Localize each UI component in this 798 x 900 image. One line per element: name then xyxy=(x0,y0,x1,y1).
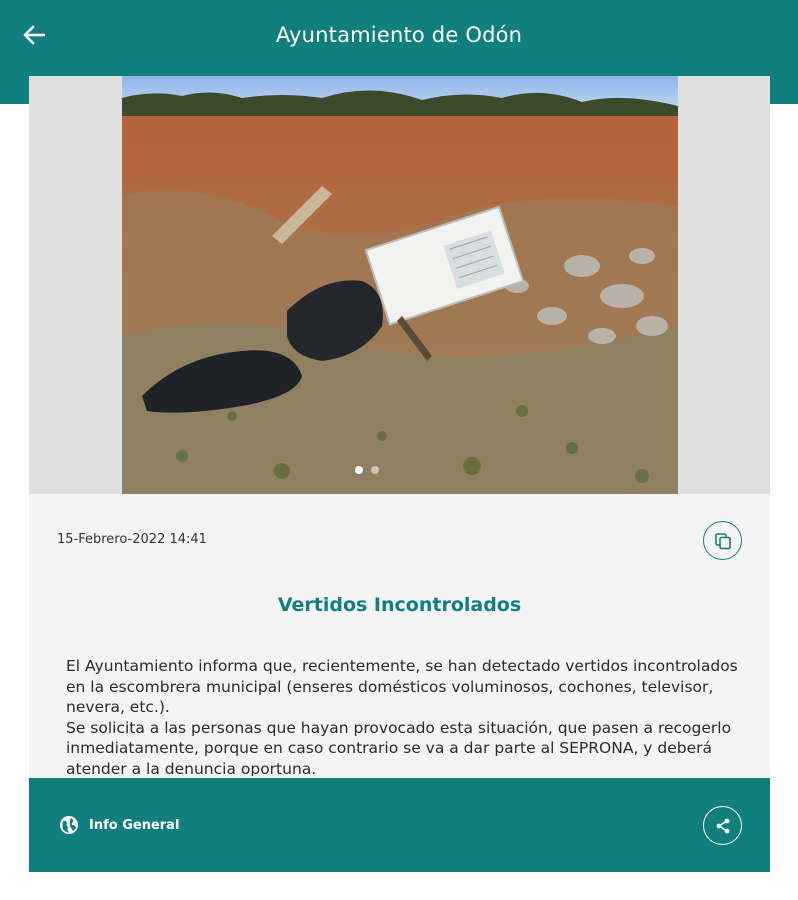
carousel-indicator xyxy=(355,466,379,474)
news-photo xyxy=(122,76,678,494)
post-title: Vertidos Incontrolados xyxy=(277,594,522,616)
page-title: Ayuntamiento de Odón xyxy=(275,23,523,47)
category-link[interactable] xyxy=(59,815,179,835)
category-label: Info General xyxy=(89,817,180,833)
post-date: 15-Febrero-2022 14:41 xyxy=(57,532,207,547)
news-card xyxy=(29,76,770,872)
carousel-dot-active[interactable] xyxy=(355,466,363,474)
share-icon xyxy=(714,817,732,835)
carousel-dot[interactable] xyxy=(371,466,379,474)
card-footer xyxy=(29,778,770,872)
image-carousel[interactable] xyxy=(29,76,770,494)
post-paragraph: Se solicita a las personas que hayan provocado esta situación, que pasen a recogerlo inmediatamente, porque en caso contrario se va a dar parte al SEPRONA, y deberá atender a la denuncia oportuna. xyxy=(66,718,732,776)
share-button[interactable] xyxy=(703,806,742,845)
globe-icon xyxy=(59,815,79,835)
copy-icon xyxy=(714,532,732,550)
copy-button[interactable] xyxy=(703,521,742,560)
post-body xyxy=(66,656,746,776)
post-paragraph: El Ayuntamiento informa que, recientemente, se han detectado vertidos incontrolados en la escombrera municipal (enseres domésticos voluminosos, cochones, televisor, nevera, etc.). xyxy=(66,657,738,716)
